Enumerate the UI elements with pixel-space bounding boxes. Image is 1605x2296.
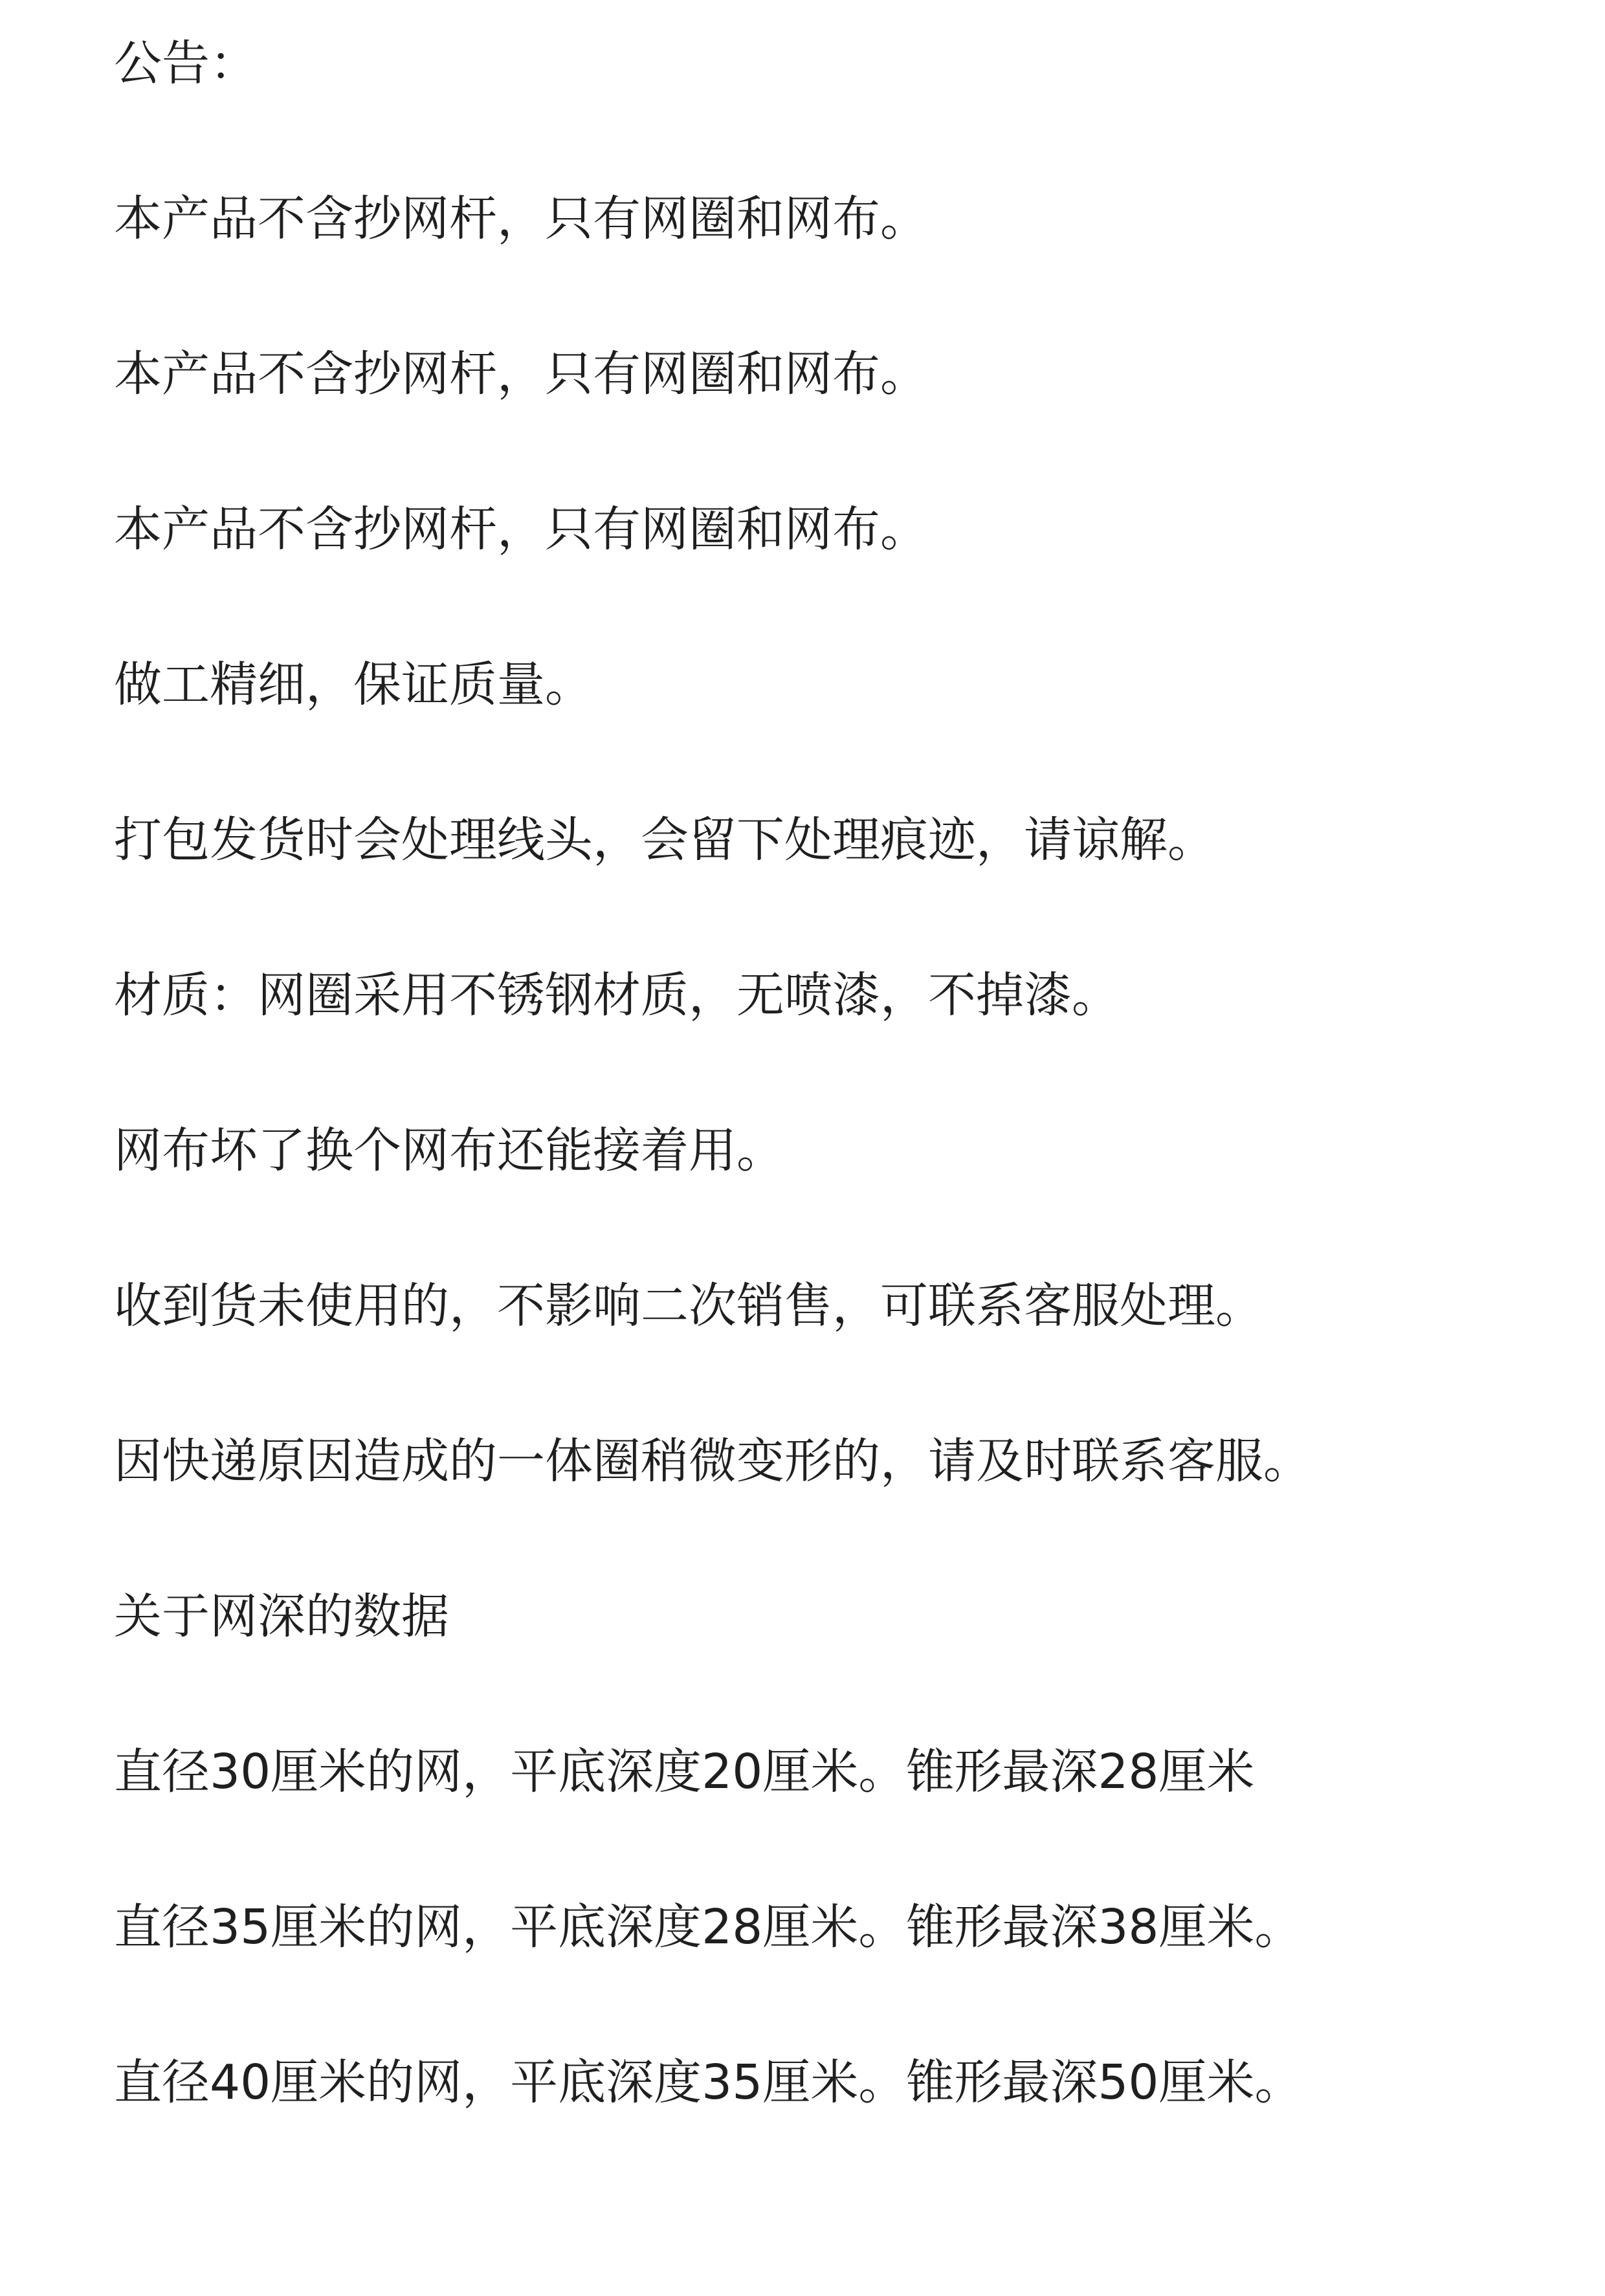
net-depth-row: 直径30厘米的网，平底深度20厘米。锥形最深28厘米	[114, 1744, 1255, 1800]
notice-line: 因快递原因造成的一体圈稍微变形的，请及时联系客服。	[114, 1433, 1311, 1489]
notice-heading: 公告：	[114, 36, 258, 91]
notice-line: 打包发货时会处理线头，会留下处理痕迹，请谅解。	[114, 812, 1215, 868]
notice-line: 做工精细，保证质量。	[114, 657, 593, 712]
notice-line: 网布坏了换个网布还能接着用。	[114, 1123, 784, 1178]
notice-line: 材质：网圈采用不锈钢材质，无喷漆，不掉漆。	[114, 967, 1120, 1023]
notice-line: 本产品不含抄网杆，只有网圈和网布。	[114, 191, 928, 247]
notice-line: 收到货未使用的，不影响二次销售，可联系客服处理。	[114, 1278, 1263, 1334]
net-depth-row: 直径40厘米的网，平底深度35厘米。锥形最深50厘米。	[114, 2055, 1303, 2110]
net-depth-row: 直径35厘米的网，平底深度28厘米。锥形最深38厘米。	[114, 1899, 1303, 1955]
notice-line: 本产品不含抄网杆，只有网圈和网布。	[114, 346, 928, 402]
notice-line: 本产品不含抄网杆，只有网圈和网布。	[114, 502, 928, 557]
section-heading-net-depth: 关于网深的数据	[114, 1589, 449, 1644]
